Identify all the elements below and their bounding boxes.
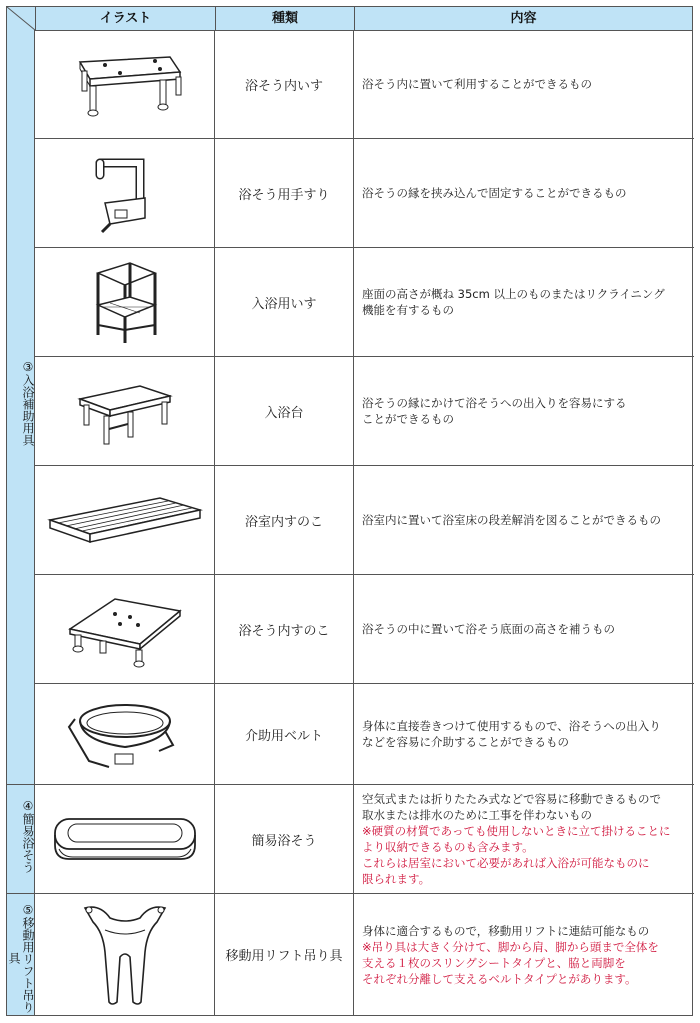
row-type: 入浴用いす bbox=[215, 248, 354, 356]
bath-board-illustration bbox=[35, 357, 215, 465]
table-row bbox=[35, 894, 694, 1015]
content-text: などを容易に介助することができるもの bbox=[362, 735, 569, 749]
row-type: 入浴台 bbox=[215, 357, 354, 465]
table-header bbox=[7, 7, 692, 31]
row-content bbox=[354, 357, 694, 465]
header-illust: イラスト bbox=[35, 7, 215, 30]
note-text: 限られます。 bbox=[362, 872, 431, 886]
group-simple-bathtub bbox=[7, 785, 35, 894]
content-text: ことができるもの bbox=[362, 412, 454, 426]
content-text: 身体に直接巻きつけて使用するもので、浴そうへの出入り bbox=[362, 719, 661, 733]
row-content bbox=[354, 684, 694, 784]
shower-chair-illustration bbox=[35, 248, 215, 356]
note-text: これらは居室において必要があれば入浴が可能なものに bbox=[362, 856, 650, 870]
bath-chair-illustration bbox=[35, 30, 215, 138]
row-content bbox=[354, 30, 694, 138]
row-type: 簡易浴そう bbox=[215, 785, 354, 893]
lift-sling-illustration bbox=[35, 894, 215, 1015]
group-label: ④簡易浴そう bbox=[21, 799, 35, 873]
note-text: ※吊り具は大きく分けて、脚から肩、脚から頭まで全体を bbox=[362, 939, 659, 954]
portable-bathtub-illustration bbox=[35, 785, 215, 893]
row-type: 介助用ベルト bbox=[215, 684, 354, 784]
table-row bbox=[35, 785, 694, 894]
row-type: 浴そう内いす bbox=[215, 30, 354, 138]
content-text: 機能を有するもの bbox=[362, 303, 454, 317]
bathroom-duckboard-illustration bbox=[35, 466, 215, 574]
content-text: 空気式または折りたたみ式などで容易に移動できるもので bbox=[362, 792, 661, 806]
row-type: 浴室内すのこ bbox=[215, 466, 354, 574]
content-text: 浴そうの縁にかけて浴そうへの出入りを容易にする bbox=[362, 396, 627, 410]
header-type: 種類 bbox=[215, 7, 354, 30]
assist-belt-illustration bbox=[35, 684, 215, 784]
row-content bbox=[354, 894, 694, 1015]
group-bathing-aids bbox=[7, 30, 35, 785]
row-content bbox=[354, 575, 694, 683]
group-label: ⑤移動用リフト吊り具 bbox=[7, 902, 35, 1013]
bathtub-handrail-illustration bbox=[35, 139, 215, 247]
table-row bbox=[35, 575, 694, 684]
content-text: 取水または排水のために工事を伴わないもの bbox=[362, 808, 592, 822]
content-text: 浴そうの縁を挟み込んで固定することができるもの bbox=[362, 186, 627, 200]
header-content: 内容 bbox=[354, 7, 692, 30]
note-text: より収納できるものも含みます。 bbox=[362, 840, 534, 854]
content-text: 浴室内に置いて浴室床の段差解消を図ることができるもの bbox=[362, 513, 661, 527]
group-lift-sling bbox=[7, 894, 35, 1015]
content-text: 座面の高さが概ね 35cm 以上のものまたはリクライニング bbox=[362, 287, 665, 301]
table-row bbox=[35, 684, 694, 785]
row-content bbox=[354, 139, 694, 247]
row-content bbox=[354, 248, 694, 356]
note-text: それぞれ分離して支えるベルトタイプとがあります。 bbox=[362, 971, 637, 986]
note-text: ※硬質の材質であっても使用しないときに立て掛けることに bbox=[362, 824, 671, 838]
tub-duckboard-illustration bbox=[35, 575, 215, 683]
assistive-devices-table bbox=[6, 6, 693, 1016]
content-text: 浴そう内に置いて利用することができるもの bbox=[362, 77, 592, 91]
content-text: 浴そうの中に置いて浴そう底面の高さを補うもの bbox=[362, 622, 615, 636]
group-label: ③入浴補助用具 bbox=[21, 360, 35, 446]
header-diagonal bbox=[7, 7, 35, 30]
row-content bbox=[354, 785, 694, 893]
row-type: 移動用リフト吊り具 bbox=[215, 894, 354, 1015]
table-row bbox=[35, 139, 694, 248]
note-text: 支える１枚のスリングシートタイプと、脇と両脚を bbox=[362, 955, 626, 970]
row-type: 浴そう用手すり bbox=[215, 139, 354, 247]
table-row bbox=[35, 466, 694, 575]
table-row bbox=[35, 30, 694, 139]
content-text: 身体に適合するもので，移動用リフトに連結可能なもの bbox=[362, 923, 650, 938]
table-row bbox=[35, 248, 694, 357]
row-content bbox=[354, 466, 694, 574]
table-row bbox=[35, 357, 694, 466]
row-type: 浴そう内すのこ bbox=[215, 575, 354, 683]
